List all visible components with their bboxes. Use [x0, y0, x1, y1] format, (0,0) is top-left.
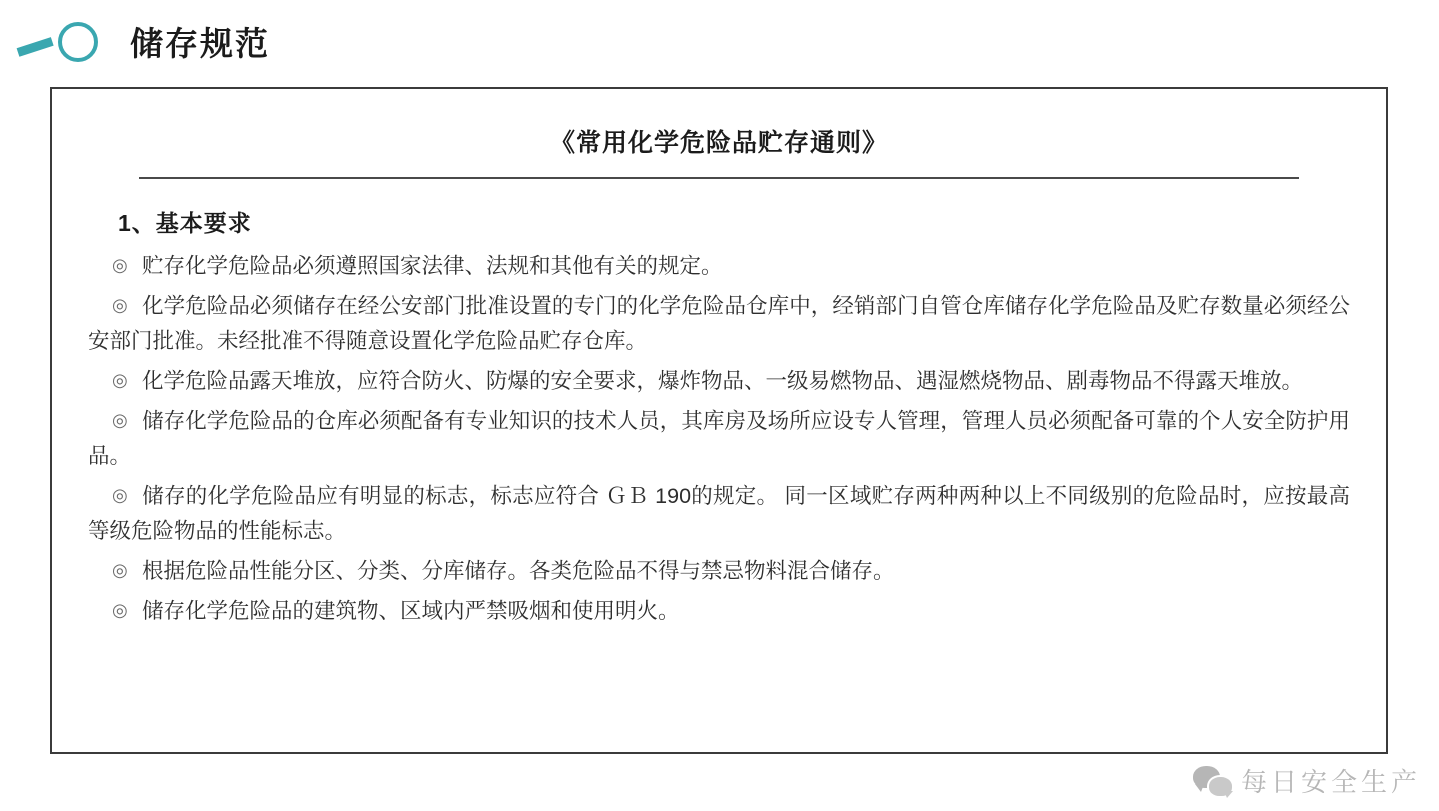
bullet-icon: ◎: [112, 560, 128, 580]
watermark-text: 每日安全生产: [1240, 768, 1421, 798]
bullet-icon: ◎: [112, 295, 128, 315]
list-item: [88, 363, 1350, 399]
wechat-icon: [1193, 764, 1233, 798]
list-item-text: 化学危险品露天堆放，应符合防火、防爆的安全要求，爆炸物品、一级易燃物品、遇湿燃烧物品、剧毒物品不得露天堆放。: [142, 369, 1304, 393]
page-header: [0, 0, 1439, 86]
list-item-text: 储存化学危险品的仓库必须配备有专业知识的技术人员，其库房及场所应设专人管理，管理人员必须配备可靠的个人安全防护用品。: [88, 409, 1350, 468]
watermark: [1193, 762, 1421, 799]
list-item: [88, 478, 1350, 549]
page-title: 储存规范: [130, 25, 270, 62]
logo-ring-shape: [58, 22, 98, 62]
bullet-icon: ◎: [112, 255, 128, 275]
content-panel: [50, 87, 1388, 754]
logo-bar-shape: [17, 37, 54, 57]
document-title: 《常用化学危险品贮存通则》: [549, 129, 888, 157]
bullet-icon: ◎: [112, 485, 128, 505]
wechat-tail-front: [1224, 791, 1233, 798]
list-item-text: 贮存化学危险品必须遵照国家法律、法规和其他有关的规定。: [142, 254, 723, 278]
wechat-tail-back: [1195, 784, 1204, 792]
list-item: [88, 248, 1350, 284]
list-item: [88, 553, 1350, 589]
list-item-text: 储存的化学危险品应有明显的标志，标志应符合 ＧＢ 190的规定。 同一区域贮存两种两种以上不同级别的危险品时，应按最高等级危险物品的性能标志。: [88, 484, 1350, 543]
bullet-icon: ◎: [112, 370, 128, 390]
list-item-text: 储存化学危险品的建筑物、区域内严禁吸烟和使用明火。: [142, 599, 680, 623]
bullet-icon: ◎: [112, 410, 128, 430]
list-item-text: 化学危险品必须储存在经公安部门批准设置的专门的化学危险品仓库中，经销部门自管仓库储存化学危险品及贮存数量必须经公安部门批准。未经批准不得随意设置化学危险品贮存仓库。: [88, 294, 1350, 353]
list-item-text: 根据危险品性能分区、分类、分库储存。各类危险品不得与禁忌物料混合储存。: [142, 559, 895, 583]
bullet-icon: ◎: [112, 600, 128, 620]
requirement-list: [88, 248, 1350, 629]
list-item: [88, 288, 1350, 359]
list-item: [88, 593, 1350, 629]
section-heading: 1、基本要求: [118, 210, 252, 236]
title-divider: [139, 177, 1299, 179]
circle-dash-logo-icon: [18, 18, 110, 70]
list-item: [88, 403, 1350, 474]
